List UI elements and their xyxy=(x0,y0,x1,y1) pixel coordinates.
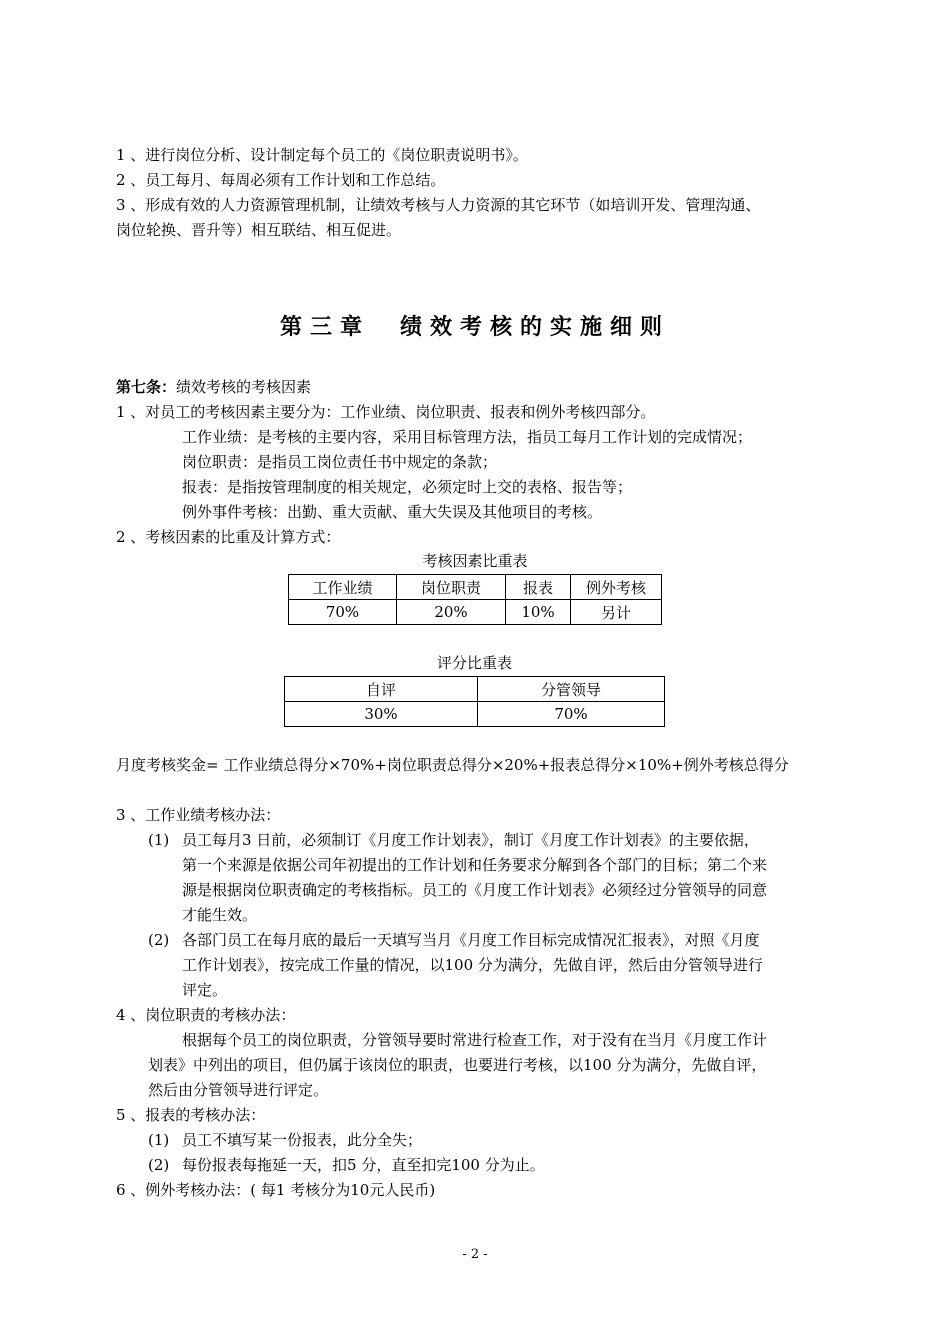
table1-caption: 考核因素比重表 xyxy=(422,552,528,570)
table-row xyxy=(289,575,662,600)
sec5-item2: 每份报表每拖延一天，扣5 分，直至扣完100 分为止。 xyxy=(182,1156,545,1174)
sec3-item1-line: 源是根据岗位职责确定的考核指标。员工的《月度工作计划表》必须经过分管领导的同意 xyxy=(182,881,768,899)
table-cell: 另计 xyxy=(571,600,662,625)
chapter-title: 绩效考核的实施细则 xyxy=(400,315,671,340)
table-header-cell: 自评 xyxy=(285,677,478,702)
score-weight-table xyxy=(284,676,665,727)
sec6-heading: 6 、例外考核办法：( 每1 考核分为10元人民币) xyxy=(116,1181,436,1199)
intro-line-2: 2 、员工每月、每周必须有工作计划和工作总结。 xyxy=(116,171,446,189)
intro-line-3: 3 、形成有效的人力资源管理机制，让绩效考核与人力资源的其它环节（如培训开发、管理沟通、 xyxy=(116,196,761,214)
sec3-item2-line: 各部门员工在每月底的最后一天填写当月《月度工作目标完成情况汇报表》，对照《月度 xyxy=(182,931,760,949)
bonus-formula: 月度考核奖金= 工作业绩总得分×70%+岗位职责总得分×20%+报表总得分×10%+例外考核总得分 xyxy=(116,756,789,774)
intro-line-4: 岗位轮换、晋升等）相互联结、相互促进。 xyxy=(116,221,402,239)
list-number: (2) xyxy=(148,931,170,949)
sec4-line: 然后由分管领导进行评定。 xyxy=(148,1081,329,1099)
sec3-item1-line: 第一个来源是依据公司年初提出的工作计划和任务要求分解到各个部门的目标；第二个来 xyxy=(182,856,768,874)
sec1-heading: 1 、对员工的考核因素主要分为：工作业绩、岗位职责、报表和例外考核四部分。 xyxy=(116,403,656,421)
table2-caption: 评分比重表 xyxy=(436,654,512,672)
list-number: (1) xyxy=(148,1131,170,1149)
sec3-item2-line: 评定。 xyxy=(182,981,228,999)
sec4-heading: 4 、岗位职责的考核办法： xyxy=(116,1006,296,1024)
weight-table xyxy=(288,574,662,625)
sec3-heading: 3 、工作业绩考核办法： xyxy=(116,806,281,824)
article-label: 第七条： xyxy=(116,378,177,396)
table-cell: 70% xyxy=(478,702,665,727)
table-header-cell: 报表 xyxy=(506,575,571,600)
sec5-item1: 员工不填写某一份报表，此分全失； xyxy=(182,1131,423,1149)
sec1-item: 工作业绩：是考核的主要内容，采用目标管理方法，指员工每月工作计划的完成情况； xyxy=(182,428,753,446)
table-cell: 70% xyxy=(289,600,397,625)
chapter-number: 第三章 xyxy=(279,315,370,340)
table-header-cell: 岗位职责 xyxy=(397,575,506,600)
sec3-item1-line: 才能生效。 xyxy=(182,906,258,924)
table-header-cell: 例外考核 xyxy=(571,575,662,600)
sec2-heading: 2 、考核因素的比重及计算方式： xyxy=(116,528,341,546)
list-number: (1) xyxy=(148,831,170,849)
table-header-cell: 分管领导 xyxy=(478,677,665,702)
article-title: 绩效考核的考核因素 xyxy=(176,378,312,396)
sec1-item: 例外事件考核：出勤、重大贡献、重大失误及其他项目的考核。 xyxy=(182,503,603,521)
table-cell: 30% xyxy=(285,702,478,727)
list-number: (2) xyxy=(148,1156,170,1174)
table-cell: 10% xyxy=(506,600,571,625)
table-row xyxy=(285,702,665,727)
table-cell: 20% xyxy=(397,600,506,625)
sec1-item: 岗位职责：是指员工岗位责任书中规定的条款； xyxy=(182,453,498,471)
sec3-item2-line: 工作计划表》，按完成工作量的情况，以100 分为满分，先做自评，然后由分管领导进行 xyxy=(182,956,763,974)
table-row xyxy=(285,677,665,702)
table-row xyxy=(289,600,662,625)
chapter-heading xyxy=(0,310,950,341)
sec1-item: 报表：是指按管理制度的相关规定，必须定时上交的表格、报告等； xyxy=(182,478,633,496)
table-header-cell: 工作业绩 xyxy=(289,575,397,600)
page-number: - 2 - xyxy=(462,1247,488,1262)
sec5-heading: 5 、报表的考核办法： xyxy=(116,1106,266,1124)
article-7 xyxy=(116,375,311,399)
sec4-line: 划表》中列出的项目，但仍属于该岗位的职责，也要进行考核，以100 分为满分，先做自评， xyxy=(148,1056,767,1074)
sec3-item1-line: 员工每月3 日前，必须制订《月度工作计划表》，制订《月度工作计划表》的主要依据， xyxy=(182,831,759,849)
intro-line-1: 1 、进行岗位分析、设计制定每个员工的《岗位职责说明书》。 xyxy=(116,146,528,164)
sec4-line: 根据每个员工的岗位职责，分管领导要时常进行检查工作，对于没有在当月《月度工作计 xyxy=(182,1031,768,1049)
